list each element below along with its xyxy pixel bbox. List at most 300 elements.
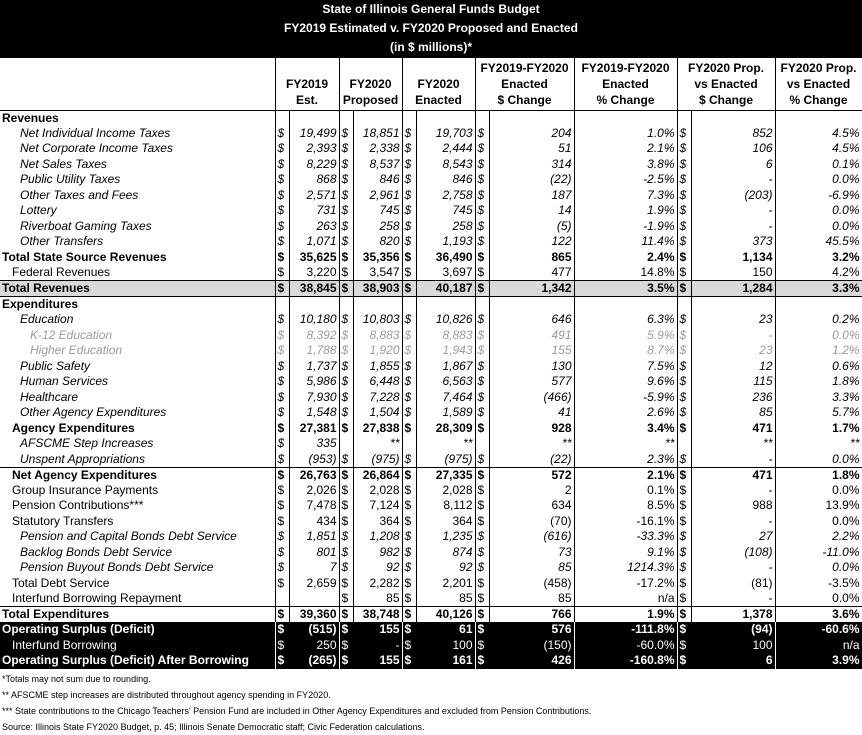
row-label: Pension and Capital Bonds Debt Service <box>0 529 275 545</box>
header-line: FY2020 Prop. <box>780 60 857 75</box>
currency-sign: $ <box>339 421 353 437</box>
currency-sign: $ <box>677 405 691 421</box>
value-cell: 2,659 <box>289 576 339 592</box>
currency-sign <box>677 436 691 452</box>
table-row <box>0 405 862 421</box>
value-cell: 0.0% <box>775 560 862 576</box>
row-label: Healthcare <box>0 390 275 406</box>
value-cell: 1,851 <box>289 529 339 545</box>
currency-sign: $ <box>402 312 416 328</box>
currency-sign: $ <box>275 250 289 266</box>
empty-cell <box>353 297 402 313</box>
currency-sign: $ <box>677 343 691 359</box>
value-cell: 731 <box>289 203 339 219</box>
currency-sign: $ <box>339 234 353 250</box>
value-cell: 477 <box>489 265 574 281</box>
currency-sign: $ <box>677 622 691 638</box>
currency-sign: $ <box>677 312 691 328</box>
currency-sign: $ <box>402 343 416 359</box>
currency-sign: $ <box>402 219 416 235</box>
value-cell: 2,338 <box>353 141 402 157</box>
currency-sign: $ <box>275 498 289 514</box>
value-cell: 61 <box>416 622 475 638</box>
currency-sign: $ <box>475 312 489 328</box>
value-cell: ** <box>353 436 402 452</box>
currency-sign: $ <box>402 467 416 483</box>
value-cell: 27 <box>691 529 775 545</box>
header-line: FY2019-FY2020 <box>480 60 569 75</box>
value-cell: 9.1% <box>574 545 677 561</box>
currency-sign: $ <box>402 560 416 576</box>
header-line: FY2020 <box>349 76 392 91</box>
currency-sign: $ <box>275 219 289 235</box>
value-cell: 0.1% <box>775 157 862 173</box>
empty-cell <box>677 297 691 313</box>
value-cell: 36,490 <box>416 250 475 266</box>
row-label: Net Sales Taxes <box>0 157 275 173</box>
value-cell: ** <box>416 436 475 452</box>
currency-sign: $ <box>475 390 489 406</box>
value-cell: -60.6% <box>775 622 862 638</box>
value-cell: 0.2% <box>775 312 862 328</box>
currency-sign: $ <box>677 219 691 235</box>
currency-sign: $ <box>475 265 489 281</box>
value-cell: - <box>691 591 775 607</box>
currency-sign: $ <box>275 545 289 561</box>
table-row <box>0 591 862 607</box>
value-cell: 4.2% <box>775 265 862 281</box>
currency-sign: $ <box>275 374 289 390</box>
row-label: Interfund Borrowing <box>0 638 275 654</box>
value-cell: ** <box>574 436 677 452</box>
value-cell: 2.1% <box>574 467 677 483</box>
value-cell: 634 <box>489 498 574 514</box>
value-cell: 846 <box>353 172 402 188</box>
value-cell: 40,126 <box>416 607 475 623</box>
value-cell: 3.6% <box>775 607 862 623</box>
value-cell: - <box>691 483 775 499</box>
currency-sign: $ <box>475 529 489 545</box>
value-cell: n/a <box>574 591 677 607</box>
value-cell: 161 <box>416 653 475 669</box>
currency-sign: $ <box>677 141 691 157</box>
value-cell: 3.8% <box>574 157 677 173</box>
value-cell: 1,737 <box>289 359 339 375</box>
value-cell: 250 <box>289 638 339 654</box>
value-cell: 122 <box>489 234 574 250</box>
value-cell: -1.9% <box>574 219 677 235</box>
currency-sign: $ <box>275 436 289 452</box>
value-cell: (22) <box>489 172 574 188</box>
value-cell: 1,378 <box>691 607 775 623</box>
value-cell: 106 <box>691 141 775 157</box>
value-cell: 2.3% <box>574 452 677 468</box>
value-cell: ** <box>489 436 574 452</box>
row-label: Total Expenditures <box>0 607 275 623</box>
header-line: FY2020 <box>417 76 460 91</box>
table-row <box>0 359 862 375</box>
currency-sign: $ <box>402 514 416 530</box>
footnote: *Totals may not sum due to rounding. <box>2 674 151 684</box>
currency-sign: $ <box>677 514 691 530</box>
value-cell: 2,201 <box>416 576 475 592</box>
currency-sign: $ <box>275 576 289 592</box>
header-col <box>574 58 677 110</box>
value-cell: 8,543 <box>416 157 475 173</box>
table-body <box>0 110 862 669</box>
footnote: Source: Illinois State FY2020 Budget, p. 45; Illinois Senate Democratic staff; Civic Federation calculations. <box>2 722 425 732</box>
header-line: Enacted <box>415 92 462 107</box>
value-cell: 2,028 <box>353 483 402 499</box>
value-cell: 92 <box>416 560 475 576</box>
value-cell: 11.4% <box>574 234 677 250</box>
currency-sign: $ <box>339 405 353 421</box>
value-cell: 258 <box>416 219 475 235</box>
currency-sign: $ <box>339 328 353 344</box>
value-cell: 745 <box>416 203 475 219</box>
row-label: Total Revenues <box>0 281 275 297</box>
table-row <box>0 203 862 219</box>
table-row <box>0 483 862 499</box>
value-cell: 6 <box>691 157 775 173</box>
value-cell: 85 <box>691 405 775 421</box>
value-cell: 0.0% <box>775 514 862 530</box>
currency-sign: $ <box>275 483 289 499</box>
currency-sign: $ <box>275 281 289 297</box>
value-cell: - <box>691 172 775 188</box>
value-cell: 155 <box>353 622 402 638</box>
row-label: Pension Contributions*** <box>0 498 275 514</box>
value-cell: -111.8% <box>574 622 677 638</box>
currency-sign: $ <box>275 343 289 359</box>
currency-sign: $ <box>402 529 416 545</box>
value-cell: 1.0% <box>574 126 677 142</box>
currency-sign: $ <box>275 157 289 173</box>
value-cell: 14.8% <box>574 265 677 281</box>
header-line: % Change <box>789 92 848 107</box>
value-cell: 41 <box>489 405 574 421</box>
currency-sign <box>275 591 289 607</box>
value-cell: 3.4% <box>574 421 677 437</box>
currency-sign: $ <box>275 421 289 437</box>
header-line: % Change <box>596 92 655 107</box>
row-label: Other Taxes and Fees <box>0 188 275 204</box>
currency-sign: $ <box>339 374 353 390</box>
value-cell: 865 <box>489 250 574 266</box>
value-cell: ** <box>775 436 862 452</box>
value-cell: 1.8% <box>775 467 862 483</box>
header-line: Proposed <box>342 92 399 107</box>
value-cell: 2.2% <box>775 529 862 545</box>
table-row <box>0 545 862 561</box>
currency-sign: $ <box>339 591 353 607</box>
value-cell: 1.2% <box>775 343 862 359</box>
value-cell: 3,697 <box>416 265 475 281</box>
value-cell: 1,284 <box>691 281 775 297</box>
value-cell: 0.0% <box>775 452 862 468</box>
empty-cell <box>775 297 862 313</box>
value-cell: 5.7% <box>775 405 862 421</box>
table-row <box>0 343 862 359</box>
value-cell: 8,537 <box>353 157 402 173</box>
currency-sign: $ <box>677 265 691 281</box>
value-cell: 155 <box>353 653 402 669</box>
table-row <box>0 421 862 437</box>
value-cell: 7,478 <box>289 498 339 514</box>
value-cell: 1,788 <box>289 343 339 359</box>
value-cell: 7,464 <box>416 390 475 406</box>
row-label: Higher Education <box>0 343 275 359</box>
currency-sign: $ <box>475 188 489 204</box>
value-cell: 187 <box>489 188 574 204</box>
currency-sign: $ <box>339 157 353 173</box>
value-cell: 7.3% <box>574 188 677 204</box>
table-row <box>0 514 862 530</box>
value-cell: 6,563 <box>416 374 475 390</box>
value-cell: 38,845 <box>289 281 339 297</box>
value-cell: 1.7% <box>775 421 862 437</box>
currency-sign: $ <box>275 467 289 483</box>
currency-sign: $ <box>475 328 489 344</box>
currency-sign: $ <box>339 281 353 297</box>
empty-cell <box>574 110 677 126</box>
value-cell: 28,309 <box>416 421 475 437</box>
currency-sign: $ <box>677 172 691 188</box>
budget-table <box>0 58 862 669</box>
empty-cell <box>402 297 416 313</box>
value-cell: 4.5% <box>775 126 862 142</box>
empty-cell <box>475 110 489 126</box>
currency-sign: $ <box>402 545 416 561</box>
currency-sign: $ <box>677 560 691 576</box>
header-label <box>0 58 275 110</box>
value-cell: 846 <box>416 172 475 188</box>
currency-sign: $ <box>275 653 289 669</box>
currency-sign: $ <box>475 622 489 638</box>
currency-sign: $ <box>402 405 416 421</box>
currency-sign: $ <box>475 498 489 514</box>
row-label: Backlog Bonds Debt Service <box>0 545 275 561</box>
row-label: Net Corporate Income Taxes <box>0 141 275 157</box>
row-label: Net Individual Income Taxes <box>0 126 275 142</box>
value-cell: (94) <box>691 622 775 638</box>
value-cell: 8,229 <box>289 157 339 173</box>
value-cell: 2 <box>489 483 574 499</box>
table-row <box>0 653 862 669</box>
value-cell: 35,625 <box>289 250 339 266</box>
currency-sign: $ <box>475 560 489 576</box>
header-line: $ Change <box>698 92 753 107</box>
currency-sign: $ <box>402 622 416 638</box>
empty-cell <box>416 297 475 313</box>
value-cell: 73 <box>489 545 574 561</box>
value-cell: -5.9% <box>574 390 677 406</box>
currency-sign: $ <box>275 514 289 530</box>
value-cell: -6.9% <box>775 188 862 204</box>
table-row <box>0 560 862 576</box>
value-cell: 572 <box>489 467 574 483</box>
value-cell: 1.8% <box>775 374 862 390</box>
value-cell: -3.5% <box>775 576 862 592</box>
currency-sign: $ <box>475 203 489 219</box>
value-cell: 19,703 <box>416 126 475 142</box>
value-cell: 8.5% <box>574 498 677 514</box>
value-cell: 373 <box>691 234 775 250</box>
footnote: ** AFSCME step increases are distributed throughout agency spending in FY2020. <box>2 690 331 700</box>
value-cell: 85 <box>489 560 574 576</box>
currency-sign: $ <box>475 514 489 530</box>
currency-sign: $ <box>402 483 416 499</box>
currency-sign: $ <box>677 638 691 654</box>
row-label: K-12 Education <box>0 328 275 344</box>
value-cell: 4.5% <box>775 141 862 157</box>
currency-sign: $ <box>339 390 353 406</box>
value-cell: 1214.3% <box>574 560 677 576</box>
value-cell: 2,444 <box>416 141 475 157</box>
empty-cell <box>289 297 339 313</box>
currency-sign: $ <box>339 576 353 592</box>
header-line: Enacted <box>602 76 649 91</box>
currency-sign: $ <box>475 545 489 561</box>
currency-sign: $ <box>677 250 691 266</box>
currency-sign: $ <box>475 576 489 592</box>
currency-sign: $ <box>402 188 416 204</box>
table-row <box>0 250 862 266</box>
value-cell: 1,855 <box>353 359 402 375</box>
currency-sign: $ <box>677 576 691 592</box>
currency-sign: $ <box>275 203 289 219</box>
value-cell: 7.5% <box>574 359 677 375</box>
currency-sign: $ <box>275 172 289 188</box>
header-col <box>339 58 402 110</box>
value-cell: 1,134 <box>691 250 775 266</box>
empty-cell <box>691 297 775 313</box>
value-cell: 115 <box>691 374 775 390</box>
value-cell: 258 <box>353 219 402 235</box>
currency-sign: $ <box>275 529 289 545</box>
currency-sign: $ <box>339 172 353 188</box>
header-line: FY2019 <box>285 76 329 91</box>
currency-sign: $ <box>339 514 353 530</box>
table-row <box>0 390 862 406</box>
table-row <box>0 141 862 157</box>
value-cell: 10,803 <box>353 312 402 328</box>
value-cell: (975) <box>416 452 475 468</box>
currency-sign: $ <box>677 374 691 390</box>
value-cell: -16.1% <box>574 514 677 530</box>
title-line-1: State of Illinois General Funds Budget <box>322 2 540 16</box>
value-cell: 23 <box>691 343 775 359</box>
value-cell: 263 <box>289 219 339 235</box>
value-cell: 3.3% <box>775 390 862 406</box>
table-row <box>0 436 862 452</box>
currency-sign: $ <box>275 126 289 142</box>
value-cell: 576 <box>489 622 574 638</box>
value-cell: 2,282 <box>353 576 402 592</box>
value-cell: 26,864 <box>353 467 402 483</box>
currency-sign: $ <box>677 234 691 250</box>
currency-sign: $ <box>275 328 289 344</box>
header-line: vs Enacted <box>694 76 758 91</box>
row-label: Interfund Borrowing Repayment <box>0 591 275 607</box>
value-cell: 85 <box>416 591 475 607</box>
currency-sign: $ <box>475 141 489 157</box>
value-cell: (466) <box>489 390 574 406</box>
currency-sign: $ <box>339 498 353 514</box>
value-cell: -17.2% <box>574 576 677 592</box>
value-cell: 5,986 <box>289 374 339 390</box>
value-cell: (81) <box>691 576 775 592</box>
value-cell: 314 <box>489 157 574 173</box>
row-label: Operating Surplus (Deficit) After Borrowing <box>0 653 275 669</box>
currency-sign: $ <box>339 545 353 561</box>
table-row <box>0 607 862 623</box>
currency-sign: $ <box>402 126 416 142</box>
value-cell: - <box>691 514 775 530</box>
header-col <box>677 58 775 110</box>
currency-sign: $ <box>402 250 416 266</box>
value-cell: (515) <box>289 622 339 638</box>
value-cell: 868 <box>289 172 339 188</box>
currency-sign: $ <box>475 172 489 188</box>
currency-sign: $ <box>275 265 289 281</box>
value-cell: 3.3% <box>775 281 862 297</box>
currency-sign: $ <box>677 607 691 623</box>
currency-sign: $ <box>339 126 353 142</box>
value-cell: 2,026 <box>289 483 339 499</box>
value-cell: 1,867 <box>416 359 475 375</box>
currency-sign: $ <box>275 141 289 157</box>
currency-sign: $ <box>677 452 691 468</box>
currency-sign: $ <box>677 498 691 514</box>
value-cell: -160.8% <box>574 653 677 669</box>
value-cell: 874 <box>416 545 475 561</box>
table-row <box>0 188 862 204</box>
table-row <box>0 265 862 281</box>
value-cell: 434 <box>289 514 339 530</box>
empty-cell <box>416 110 475 126</box>
value-cell: -11.0% <box>775 545 862 561</box>
value-cell: -60.0% <box>574 638 677 654</box>
value-cell: (203) <box>691 188 775 204</box>
value-cell: 2,758 <box>416 188 475 204</box>
currency-sign: $ <box>475 638 489 654</box>
currency-sign: $ <box>275 390 289 406</box>
value-cell: 0.0% <box>775 203 862 219</box>
table-row <box>0 452 862 468</box>
value-cell: -2.5% <box>574 172 677 188</box>
value-cell: - <box>691 452 775 468</box>
currency-sign: $ <box>339 203 353 219</box>
currency-sign: $ <box>339 638 353 654</box>
value-cell: (975) <box>353 452 402 468</box>
currency-sign: $ <box>475 281 489 297</box>
value-cell: 27,838 <box>353 421 402 437</box>
value-cell: 8,883 <box>353 328 402 344</box>
table-row <box>0 172 862 188</box>
value-cell: n/a <box>775 638 862 654</box>
value-cell: 92 <box>353 560 402 576</box>
footnote: *** State contributions to the Chicago Teachers' Pension Fund are included in Other Agency Expenditures and excluded from Pension Contributions. <box>2 706 592 716</box>
currency-sign: $ <box>339 359 353 375</box>
empty-cell <box>402 110 416 126</box>
value-cell: 1,235 <box>416 529 475 545</box>
value-cell: 1,548 <box>289 405 339 421</box>
currency-sign: $ <box>475 467 489 483</box>
row-label: Group Insurance Payments <box>0 483 275 499</box>
value-cell: (108) <box>691 545 775 561</box>
currency-sign: $ <box>475 157 489 173</box>
